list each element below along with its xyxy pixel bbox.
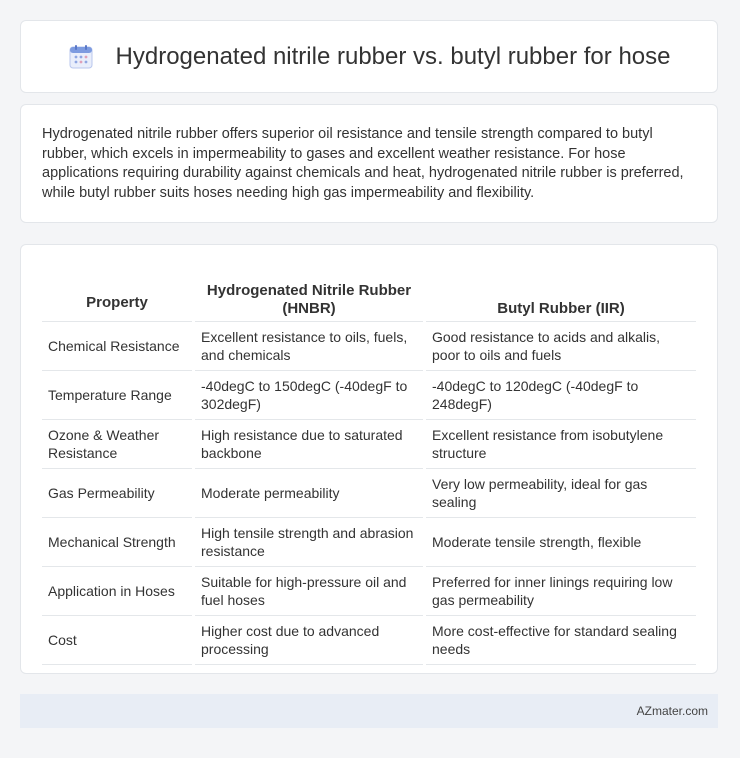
cell-hnbr: Higher cost due to advanced processing <box>195 616 423 665</box>
comparison-table <box>39 265 699 665</box>
header-property: Property <box>42 265 192 322</box>
cell-property: Mechanical Strength <box>42 518 192 567</box>
footer <box>20 694 718 728</box>
cell-iir: -40degC to 120degC (-40degF to 248degF) <box>426 371 696 420</box>
header-iir: Butyl Rubber (IIR) <box>426 265 696 322</box>
table-row <box>42 469 696 518</box>
cell-iir: Very low permeability, ideal for gas sealing <box>426 469 696 518</box>
table-row <box>42 371 696 420</box>
table-row <box>42 420 696 469</box>
cell-iir: Excellent resistance from isobutylene structure <box>426 420 696 469</box>
calendar-grid-icon <box>68 44 94 70</box>
summary-text: Hydrogenated nitrile rubber offers superior oil resistance and tensile strength compared to butyl rubber, which excels in impermeability to gases and excellent weather resistance. For hose applications requiring durability against chemicals and heat, hydrogenated nitrile rubber is preferred, while butyl rubber suits hoses needing high gas impermeability and flexibility. <box>42 126 684 201</box>
table-row <box>42 567 696 616</box>
cell-hnbr: Excellent resistance to oils, fuels, and chemicals <box>195 322 423 371</box>
cell-hnbr: -40degC to 150degC (-40degF to 302degF) <box>195 371 423 420</box>
comparison-table-card <box>20 244 718 674</box>
cell-property: Cost <box>42 616 192 665</box>
cell-iir: Preferred for inner linings requiring low gas permeability <box>426 567 696 616</box>
header-hnbr: Hydrogenated Nitrile Rubber (HNBR) <box>195 265 423 322</box>
table-row <box>42 322 696 371</box>
page-title: Hydrogenated nitrile rubber vs. butyl rubber for hose <box>115 42 671 70</box>
cell-hnbr: Moderate permeability <box>195 469 423 518</box>
cell-property: Temperature Range <box>42 371 192 420</box>
table-header-row <box>42 265 696 322</box>
table-row <box>42 518 696 567</box>
cell-iir: More cost-effective for standard sealing needs <box>426 616 696 665</box>
cell-hnbr: High tensile strength and abrasion resistance <box>195 518 423 567</box>
cell-iir: Good resistance to acids and alkalis, poor to oils and fuels <box>426 322 696 371</box>
cell-hnbr: High resistance due to saturated backbone <box>195 420 423 469</box>
cell-hnbr: Suitable for high-pressure oil and fuel hoses <box>195 567 423 616</box>
footer-brand: AZmater.com <box>636 704 708 718</box>
title-card <box>20 20 718 93</box>
cell-iir: Moderate tensile strength, flexible <box>426 518 696 567</box>
cell-property: Application in Hoses <box>42 567 192 616</box>
cell-property: Gas Permeability <box>42 469 192 518</box>
cell-property: Chemical Resistance <box>42 322 192 371</box>
table-row <box>42 616 696 665</box>
summary-card <box>20 104 718 223</box>
cell-property: Ozone & Weather Resistance <box>42 420 192 469</box>
